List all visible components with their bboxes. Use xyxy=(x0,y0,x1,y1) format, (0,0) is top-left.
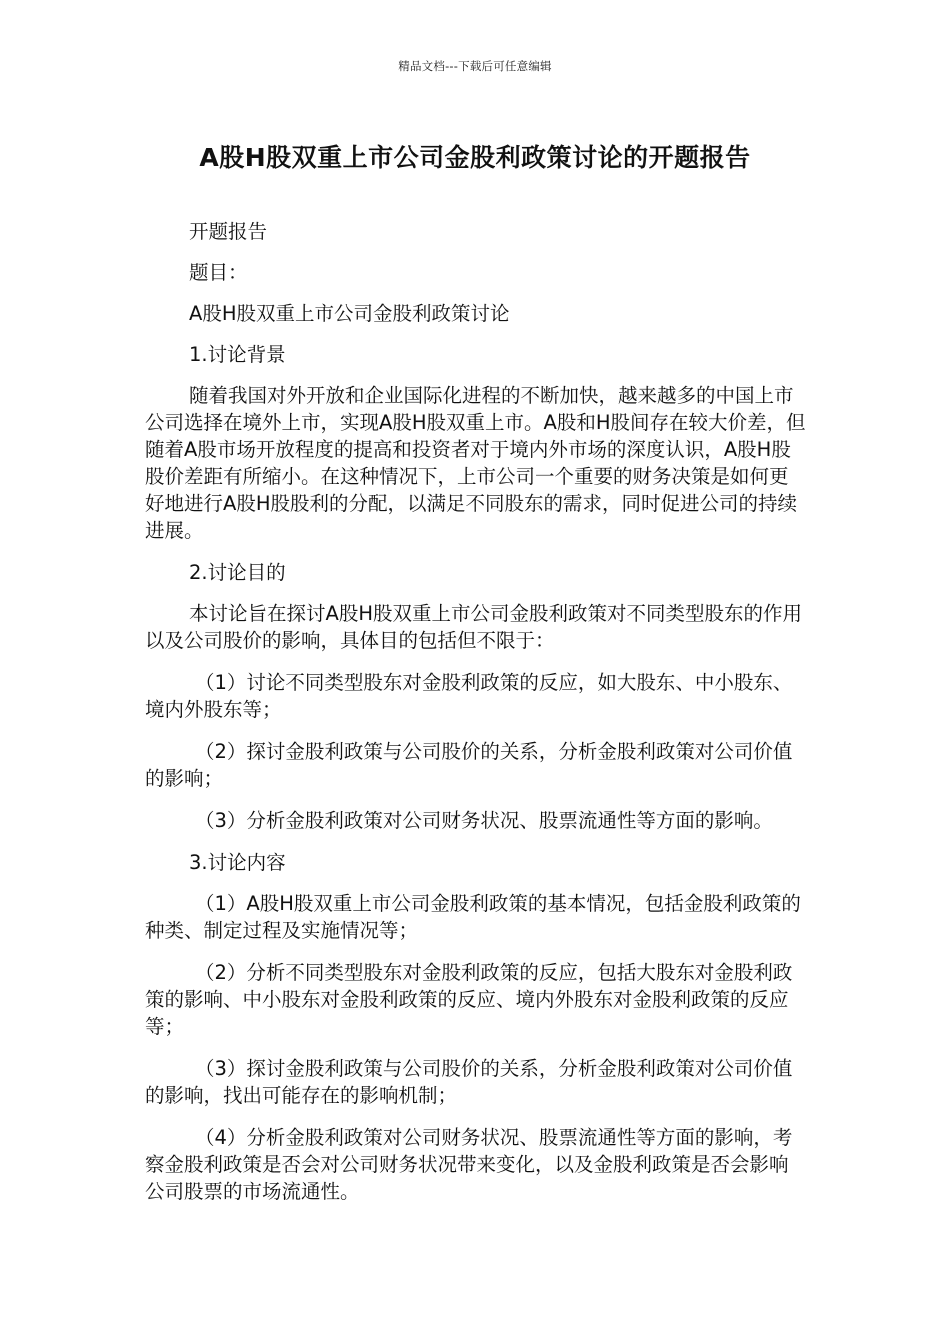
content-item-1: （1）A股H股双重上市公司金股利政策的基本情况，包括金股利政策的种类、制定过程及实施情况等； xyxy=(145,892,801,942)
section-heading-content: 3.讨论内容 xyxy=(189,851,286,874)
paragraph-background: 随着我国对外开放和企业国际化进程的不断加快，越来越多的中国上市公司选择在境外上市，实现A股H股双重上市。A股和H股间存在较大价差，但随着A股市场开放程度的提高和投资者对于境内外市场的深度认识，A股H股股价差距有所缩小。在这种情况下，上市公司一个重要的财务决策是如何更好地进行A股H股股利的分配，以满足不同股东的需求，同时促进公司的持续进展。 xyxy=(145,384,806,542)
paragraph-topic: A股H股双重上市公司金股利政策讨论 xyxy=(189,302,510,325)
header-note: 精品文档---下载后可任意编辑 xyxy=(398,59,552,73)
section-heading-purpose: 2.讨论目的 xyxy=(189,561,286,584)
purpose-item-2: （2）探讨金股利政策与公司股价的关系，分析金股利政策对公司价值的影响； xyxy=(145,740,793,790)
content-item-2: （2）分析不同类型股东对金股利政策的反应，包括大股东对金股利政策的影响、中小股东对金股利政策的反应、境内外股东对金股利政策的反应等； xyxy=(145,961,793,1038)
paragraph-report-label: 开题报告 xyxy=(189,220,268,243)
section-heading-background: 1.讨论背景 xyxy=(189,343,286,366)
purpose-item-1: （1）讨论不同类型股东对金股利政策的反应，如大股东、中小股东、境内外股东等； xyxy=(145,671,793,721)
content-item-3: （3）探讨金股利政策与公司股价的关系，分析金股利政策对公司价值的影响，找出可能存在的影响机制； xyxy=(145,1057,793,1107)
content-item-4: （4）分析金股利政策对公司财务状况、股票流通性等方面的影响，考察金股利政策是否会对公司财务状况带来变化，以及金股利政策是否会影响公司股票的市场流通性。 xyxy=(145,1126,793,1203)
document-title: A股H股双重上市公司金股利政策讨论的开题报告 xyxy=(199,143,751,172)
paragraph-purpose: 本讨论旨在探讨A股H股双重上市公司金股利政策对不同类型股东的作用以及公司股价的影响，具体目的包括但不限于： xyxy=(145,602,803,652)
paragraph-topic-label: 题目： xyxy=(189,261,248,284)
document-body xyxy=(145,218,807,1220)
purpose-item-3: （3）分析金股利政策对公司财务状况、股票流通性等方面的影响。 xyxy=(195,809,773,832)
